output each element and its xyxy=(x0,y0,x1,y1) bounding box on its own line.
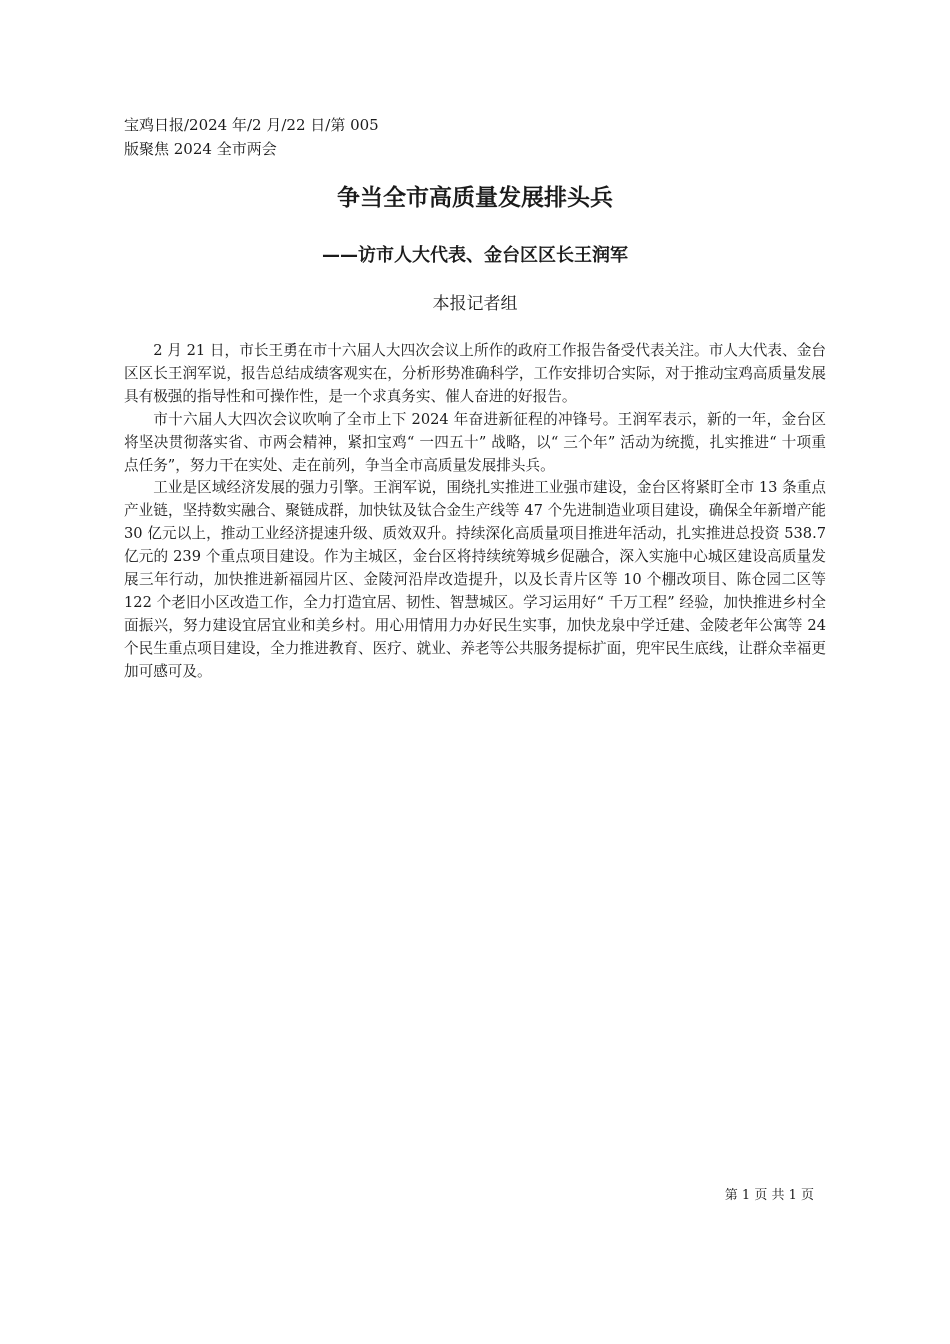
article-body xyxy=(124,340,826,684)
article-subtitle: ——访市人大代表、金台区区长王润军 xyxy=(322,245,628,266)
source-line-1: 宝鸡日报/2024 年/2 月/22 日/第 005 xyxy=(124,116,379,134)
paragraph-2: 市十六届人大四次会议吹响了全市上下 2024 年奋进新征程的冲锋号。王润军表示，新的一年，金台区将坚决贯彻落实省、市两会精神，紧扣宝鸡“ 一四五十” 战略，以“ 三个年” 活动为统揽，扎实推进“ 十项重点任务”，努力干在实处、走在前列，争当全市高质量发展排头兵。 xyxy=(124,410,826,474)
article-title: 争当全市高质量发展排头兵 xyxy=(337,185,613,211)
paragraph-1: 2 月 21 日，市长王勇在市十六届人大四次会议上所作的政府工作报告备受代表关注。市人大代表、金台区区长王润军说，报告总结成绩客观实在，分析形势准确科学，工作安排切合实际，对于推动宝鸡高质量发展具有极强的指导性和可操作性，是一个求真务实、催人奋进的好报告。 xyxy=(124,342,826,405)
page-number: 第 1 页 共 1 页 xyxy=(724,1188,814,1203)
source-line-2: 版聚焦 2024 全市两会 xyxy=(124,140,277,158)
article-author: 本报记者组 xyxy=(432,294,518,314)
paragraph-3: 工业是区域经济发展的强力引擎。王润军说，围绕扎实推进工业强市建设，金台区将紧盯全市 13 条重点产业链，坚持数实融合、聚链成群，加快钛及钛合金生产线等 47 个先进制造业项目建设，确保全年新增产能 30 亿元以上，推动工业经济提速升级、质效双升。持续深化高质量项目推进年活动，扎实推进总投资 538.7 亿元的 239 个重点项目建设。作为主城区，金台区将持续统筹城乡促融合，深入实施中心城区建设高质量发展三年行动，加快推进新福园片区、金陵河沿岸改造提升，以及长青片区等 10 个棚改项目、陈仓园二区等 122 个老旧小区改造工作，全力打造宜居、韧性、智慧城区。学习运用好“ 千万工程” 经验，加快推进乡村全面振兴，努力建设宜居宜业和美乡村。用心用情用力办好民生实事，加快龙泉中学迁建、金陵老年公寓等 24 个民生重点项目建设，全力推进教育、医疗、就业、养老等公共服务提标扩面，兜牢民生底线，让群众幸福更加可感可及。 xyxy=(124,479,826,680)
source-info xyxy=(124,113,524,161)
